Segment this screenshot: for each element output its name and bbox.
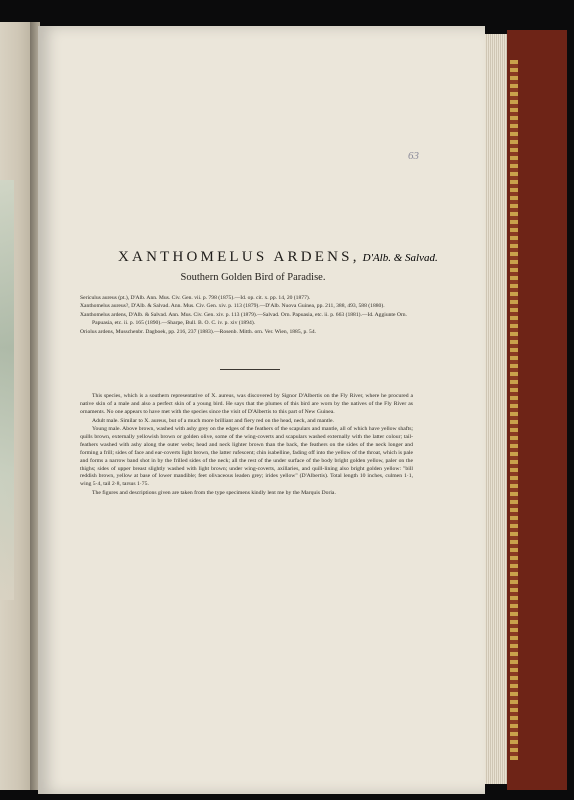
description-paragraph: Adult male. Similar to X. aureus, but of a much more brilliant and fiery red on the head, neck, and mantle. [92, 417, 334, 424]
synonym-entry: Xanthomelus ardens, D'Alb. & Salvad. Ann. Mus. Civ. Gen. xiv. p. 113 (1879).—Salvad. Orn. Papuasia, etc. ii. p. 663 (1881).—Id. Aggiunte Orn. Papuasia, etc. ii. p. 165 (1890).—Sharpe, Bull. B. O. C. iv. p. xiv (1894). [80, 311, 407, 327]
section-divider [220, 369, 280, 370]
synonym-entry: Xanthomelus aureus?, D'Alb. & Salvad. Ann. Mus. Civ. Gen. xiv. p. 113 (1879).—D'Alb. Nuova Guinea, pp. 211, 388, 493, 588 (1880). [80, 303, 385, 310]
description-paragraph: This species, which is a southern representative of X. aureus, was discovered by Signor D'Albertis on the Fly River, where he procured a native skin of a male and also a perfect skin of a young bird. He says that the plumes of this bird are worn by the natives of the Fly River as ornaments. No one appears to have met with the species since the visit of D'Albertis to this part of New Guinea. [80, 393, 413, 415]
description-paragraph: The figures and descriptions given are taken from the type specimens kindly lent me by the Marquis Doria. [92, 490, 336, 497]
description-text [80, 393, 413, 499]
synonym-entry: Oriolus ardens, Musschenbr. Dagboek, pp. 216, 237 (1883).—Rosenb. Mitth. orn. Ver. Wien, 1885, p. 54. [80, 328, 317, 335]
left-plate-illustration [0, 180, 14, 600]
page-edges [485, 34, 507, 784]
species-title: XANTHOMELUS ARDENS, [118, 249, 360, 265]
synonym-entry: Sericulus aureus (pt.), D'Alb. Ann. Mus. Civ. Gen. vii. p. 798 (1875).—Id. op. cit. x. pp. 14, 20 (1877). [80, 295, 311, 301]
species-authors: D'Alb. & Salvad. [362, 252, 438, 264]
species-subtitle: Southern Golden Bird of Paradise. [180, 272, 326, 283]
synonymy-list [80, 294, 412, 336]
title-block [118, 248, 438, 266]
description-paragraph: Young male. Above brown, washed with ashy grey on the edges of the feathers of the scapulars and mantle, all of which have yellow shafts; quills brown, externally yellowish brown or golden olive, some of the wing-coverts and scapulars washed externally with the latter colour; tail-feathers washed with ashy along the outer webs; head and neck lighter brown than the back, the feathers on the sides of the neck longer and forming a frill; sides of face and ear-coverts light brown, the latter rufescent; chin isabelline, fading off into the yellow of the throat, which is pale and forms a narrow band shot in by the frilled sides of the neck; all the rest of the under surface of the body bright golden yellow, paler on the thighs; sides of upper breast slightly washed with light brown; under wing-coverts, axillaries, and quill-lining also bright golden yellow: "bill reddish brown, yellow at base of lower mandible; feet olivaceous leaden grey; irides yellow" (D'Albertis). Total length 10 inches, culmen 1·1, wing 5·4, tail 2·8, tarsus 1·75. [80, 426, 413, 488]
page-number: 63 [408, 150, 419, 162]
cover-gilt-border [510, 60, 518, 760]
